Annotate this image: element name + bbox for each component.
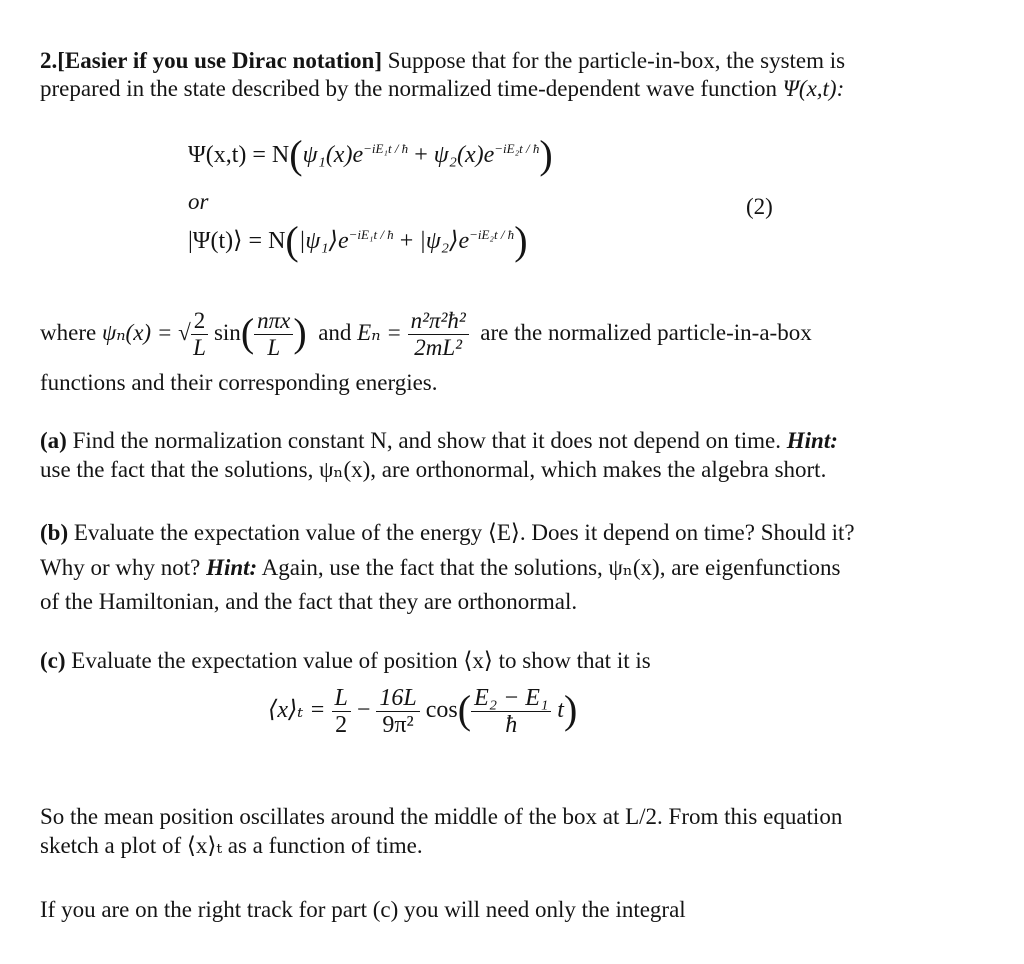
part-b-text-2b: Again, use the fact that the solutions, ψₙ(x), are eigenfunctions bbox=[257, 555, 841, 580]
part-b-hint: Hint: bbox=[206, 555, 258, 580]
f2-den: 9π² bbox=[382, 711, 414, 738]
en-den: 2mL² bbox=[414, 335, 463, 361]
f3-den: ħ bbox=[505, 711, 518, 738]
sin-label: sin bbox=[213, 320, 241, 345]
problem-intro-text: Suppose that for the particle-in-box, the system is bbox=[382, 48, 846, 73]
problem-intro-line-2 bbox=[40, 75, 844, 103]
f1-num: L bbox=[332, 685, 351, 712]
part-c-label: (c) bbox=[40, 648, 66, 673]
en-num: n²π²ħ² bbox=[408, 308, 469, 335]
sin-den: L bbox=[267, 335, 281, 361]
part-b-line-1 bbox=[40, 519, 855, 547]
problem-intro-text-2: prepared in the state described by the normalized time-dependent wave function bbox=[40, 76, 783, 101]
part-b-line-2 bbox=[40, 554, 840, 582]
eq1-psi2: ψ₂(x) bbox=[433, 142, 484, 168]
en-lhs: Eₙ = bbox=[357, 320, 402, 345]
part-a-hint: Hint: bbox=[786, 428, 838, 453]
or-label: or bbox=[188, 189, 209, 214]
f3-num: E₂ − E₁ bbox=[471, 685, 551, 712]
where-label: where bbox=[40, 320, 97, 345]
part-a-line-2: use the fact that the solutions, ψₙ(x), are orthonormal, which makes the algebra short. bbox=[40, 457, 827, 482]
part-b-label: (b) bbox=[40, 520, 69, 545]
sqrt-num: 2 bbox=[191, 308, 209, 335]
eq1-exp2: −iE₂t / ħ bbox=[494, 141, 540, 156]
closing-line-3: If you are on the right track for part (c) you will need only the integral bbox=[40, 897, 686, 922]
f2-num: 16L bbox=[376, 685, 419, 712]
position-frac-2 bbox=[376, 685, 419, 738]
closing-line-2: sketch a plot of ⟨x⟩ₜ as a function of time. bbox=[40, 833, 423, 858]
position-equation: ⟨x⟩ₜ = $\frac{L}{2}$ − $\frac{16L}{\text{9π²}}$ cos( $\frac{\text{E₂ − E₁}}{ħ}$ t) bbox=[268, 684, 578, 738]
eq2-exp1: −iE₁t / ħ bbox=[348, 227, 394, 242]
eq2-lhs: |Ψ(t)⟩ = N bbox=[188, 228, 286, 254]
equation-2: |Ψ(t)⟩ = $N(|\psi_1⟩e^{-iE_1t / ħ}$ + $|\psi_2⟩e^{-iE_2t / ħ}$) bbox=[188, 218, 528, 263]
part-a-text: Find the normalization constant N, and show that it does not depend on time. bbox=[66, 428, 787, 453]
psin-lhs: ψₙ(x) = bbox=[101, 320, 173, 345]
sin-num: nπx bbox=[254, 308, 293, 335]
problem-intro-line-1 bbox=[40, 47, 845, 75]
closing-line-1: So the mean position oscillates around the middle of the box at L/2. From this equation bbox=[40, 804, 843, 829]
sqrt-den: L bbox=[193, 335, 206, 361]
wave-function-symbol: Ψ(x,t): bbox=[782, 76, 845, 101]
sin-fraction bbox=[254, 308, 293, 361]
part-c-line-1 bbox=[40, 647, 651, 675]
part-b-line-3: of the Hamiltonian, and the fact that they are orthonormal. bbox=[40, 589, 578, 614]
minus-sign: − bbox=[356, 697, 371, 723]
part-c-text: Evaluate the expectation value of position ⟨x⟩ to show that it is bbox=[65, 648, 651, 673]
problem-title: 2.[Easier if you use Dirac notation] bbox=[40, 48, 383, 73]
eq2-exp2: −iE₂t / ħ bbox=[469, 227, 515, 242]
sqrt-symbol: √ bbox=[178, 320, 191, 345]
part-a-line-1 bbox=[40, 427, 838, 455]
part-a-label: (a) bbox=[40, 428, 67, 453]
position-frac-3 bbox=[471, 685, 551, 738]
definitions-line: where ψₙ(x) = √ $\frac{2}{L}$ sin( $\frac{\text{nπx}}{L}$ ) and Eₙ = $\frac{\text{n²π²ħ²}}{\text{2mL²}}$ are the normalized particle-in-a-box bbox=[40, 308, 812, 361]
eq1-psi1: ψ₁(x) bbox=[302, 142, 353, 168]
cos-label: cos bbox=[425, 697, 458, 723]
definitions-tail: are the normalized particle-in-a-box bbox=[480, 320, 812, 345]
part-b-text-2a: Why or why not? bbox=[40, 555, 207, 580]
position-lhs: ⟨x⟩ₜ = bbox=[268, 697, 326, 723]
position-frac-1 bbox=[332, 685, 351, 738]
definitions-line-2: functions and their corresponding energies. bbox=[40, 370, 438, 395]
eq1-exp1: −iE₁t / ħ bbox=[363, 141, 409, 156]
part-b-text: Evaluate the expectation value of the energy ⟨E⟩. Does it depend on time? Should it? bbox=[68, 520, 855, 545]
eq2-ket1: |ψ₁⟩ bbox=[298, 228, 338, 254]
sqrt-fraction bbox=[191, 308, 209, 361]
eq1-lhs: Ψ(x,t) = N bbox=[188, 142, 290, 168]
time-variable: t bbox=[557, 697, 564, 723]
energy-fraction bbox=[408, 308, 469, 361]
f1-den: 2 bbox=[335, 711, 348, 738]
equation-number: (2) bbox=[746, 194, 773, 219]
equation-1: $\Psi(x,t) = N(\psi_1(x)e^{-iE_1t / ħ} + \psi_2(x)e^{-iE_2t / ħ})$ bbox=[188, 132, 553, 177]
eq2-ket2: |ψ₂⟩ bbox=[419, 228, 459, 254]
and-label: and bbox=[318, 320, 352, 345]
